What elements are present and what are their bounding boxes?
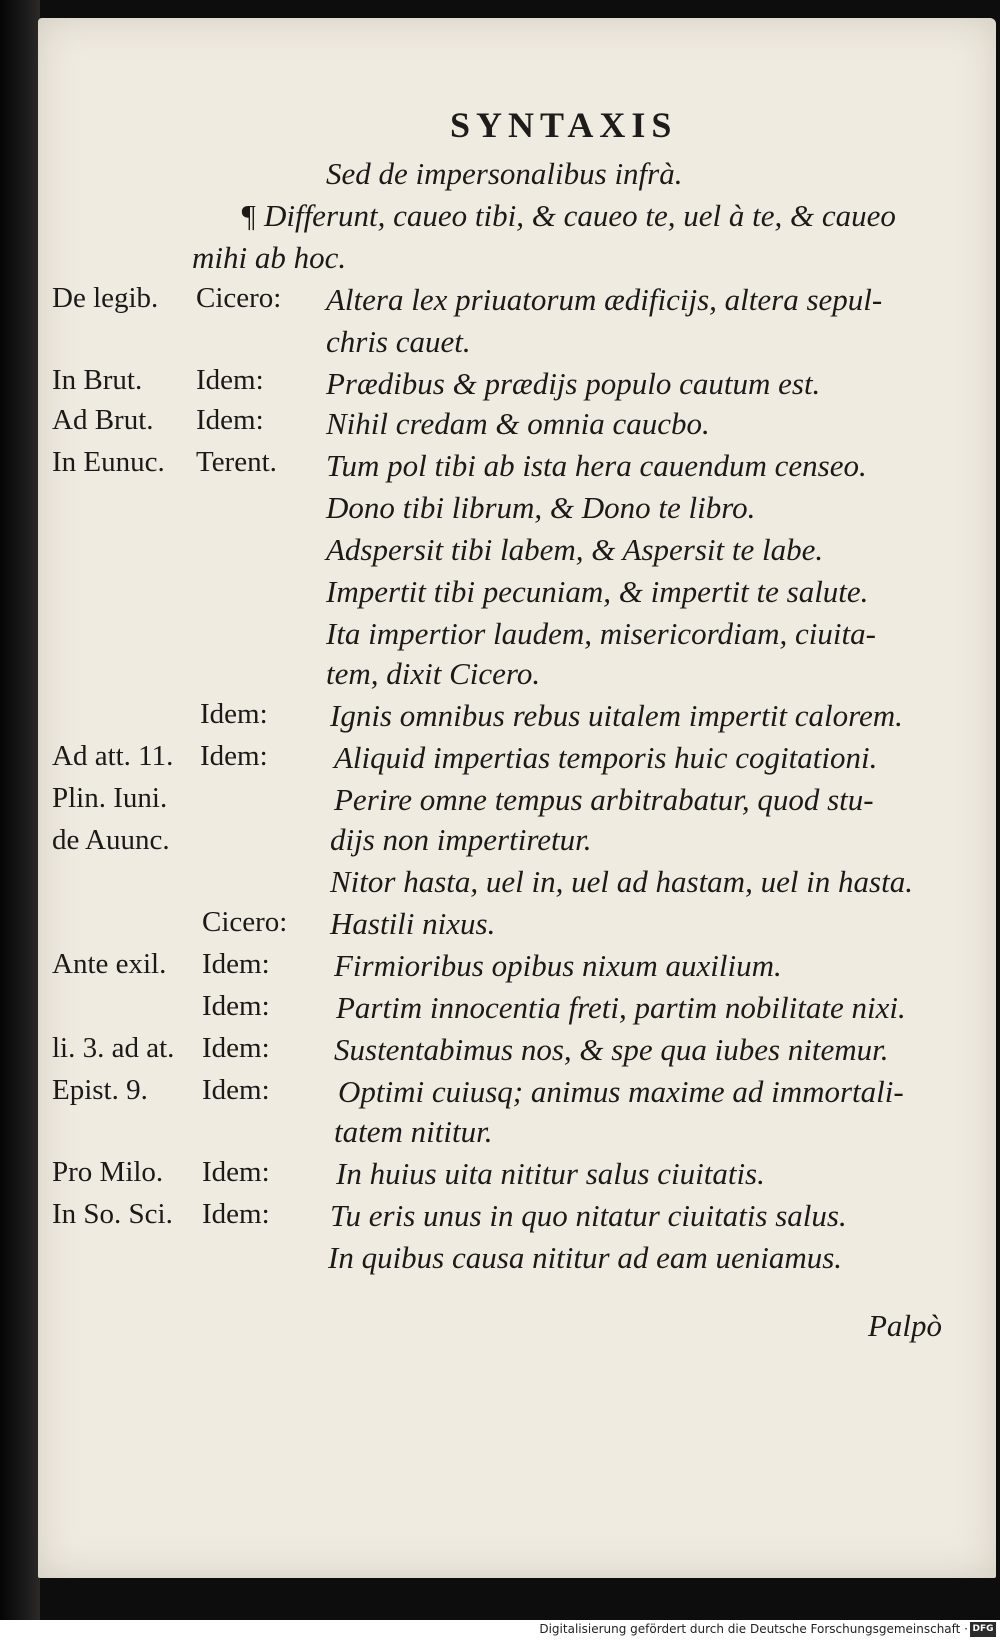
author-name: Idem: <box>202 990 270 1022</box>
catchword: Palpò <box>868 1308 943 1343</box>
margin-reference: Ad Brut. <box>52 404 154 436</box>
text-line: ¶ Differunt, caueo tibi, & caueo te, uel à te, & caueo <box>240 198 896 233</box>
margin-reference: In So. Sci. <box>52 1198 173 1230</box>
author-name: Idem: <box>200 698 268 730</box>
text-line: Sustentabimus nos, & spe qua iubes nitemur. <box>334 1032 889 1067</box>
margin-reference: Ad att. 11. <box>52 740 174 772</box>
text-line: Altera lex priuatorum ædificijs, altera sepul- <box>326 282 883 317</box>
text-line: Sed de impersonalibus infrà. <box>326 156 683 191</box>
running-head: SYNTAXIS <box>450 105 678 145</box>
text-line: Perire omne tempus arbitrabatur, quod stu- <box>334 782 874 817</box>
author-name: Cicero: <box>202 906 288 938</box>
text-line: Partim innocentia freti, partim nobilitate nixi. <box>336 990 906 1025</box>
margin-reference: Pro Milo. <box>52 1156 164 1188</box>
author-name: Idem: <box>202 1032 270 1064</box>
dfg-logo-icon: DFG <box>970 1622 996 1637</box>
author-name: Cicero: <box>196 282 282 314</box>
text-line: Tu eris unus in quo nitatur ciuitatis salus. <box>330 1198 847 1233</box>
author-name: Terent. <box>196 446 277 478</box>
margin-reference: de Auunc. <box>52 824 170 856</box>
margin-reference: Epist. 9. <box>52 1074 148 1106</box>
text-line: Optimi cuiusq; animus maxime ad immortali- <box>338 1074 904 1109</box>
margin-reference: li. 3. ad at. <box>52 1032 175 1064</box>
text-line: Nihil credam & omnia caucbo. <box>326 406 710 441</box>
footer-bar <box>0 1620 1000 1641</box>
text-line: Adspersit tibi labem, & Aspersit te labe. <box>326 532 824 567</box>
text-line: In quibus causa nititur ad eam ueniamus. <box>328 1240 843 1275</box>
author-name: Idem: <box>196 404 264 436</box>
scanner-edge <box>0 0 40 1641</box>
margin-reference: In Brut. <box>52 364 143 396</box>
text-line: Firmioribus opibus nixum auxilium. <box>334 948 782 983</box>
text-line: Nitor hasta, uel in, uel ad hastam, uel in hasta. <box>330 864 913 899</box>
text-line: Impertit tibi pecuniam, & impertit te salute. <box>326 574 869 609</box>
text-line: Dono tibi librum, & Dono te libro. <box>326 490 756 525</box>
text-line: chris cauet. <box>326 324 471 359</box>
margin-reference: Ante exil. <box>52 948 167 980</box>
text-line: tatem nititur. <box>334 1114 493 1149</box>
text-line: In huius uita nititur salus ciuitatis. <box>336 1156 765 1191</box>
text-line: Tum pol tibi ab ista hera cauendum censeo. <box>326 448 867 483</box>
text-line: Hastili nixus. <box>330 906 496 941</box>
text-line: Aliquid impertias temporis huic cogitationi. <box>334 740 878 775</box>
text-line: Prædibus & prædijs populo cautum est. <box>326 366 821 401</box>
text-line: Ignis omnibus rebus uitalem impertit calorem. <box>330 698 903 733</box>
text-line: Ita impertior laudem, misericordiam, ciuita- <box>326 616 876 651</box>
margin-reference: In Eunuc. <box>52 446 165 478</box>
author-name: Idem: <box>196 364 264 396</box>
margin-reference: Plin. Iuni. <box>52 782 168 814</box>
author-name: Idem: <box>200 740 268 772</box>
author-name: Idem: <box>202 1156 270 1188</box>
author-name: Idem: <box>202 948 270 980</box>
text-line: dijs non impertiretur. <box>330 822 592 857</box>
text-line: tem, dixit Cicero. <box>326 656 541 691</box>
author-name: Idem: <box>202 1074 270 1106</box>
margin-reference: De legib. <box>52 282 159 314</box>
author-name: Idem: <box>202 1198 270 1230</box>
text-line: mihi ab hoc. <box>192 240 347 275</box>
footer-credit: Digitalisierung gefördert durch die Deutsche Forschungsgemeinschaft · <box>539 1622 968 1636</box>
